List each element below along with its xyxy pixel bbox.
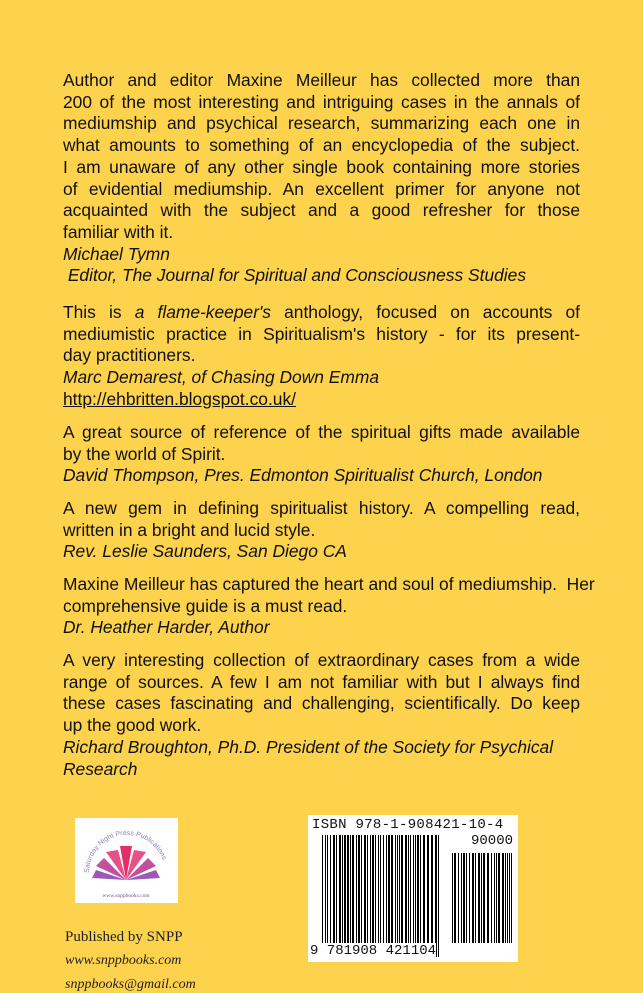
logo-url: www.snppbooks.com: [102, 893, 150, 899]
barcode-bar: [458, 853, 459, 943]
barcode-bar: [361, 835, 362, 957]
isbn-barcode: [308, 815, 518, 962]
barcode-bar: [502, 853, 504, 943]
emphasis: a flame-keeper's: [134, 302, 271, 322]
barcode-bar: [410, 835, 411, 957]
blurb-line: Maxine Meilleur has captured the heart and soul of mediumship. Her: [63, 574, 595, 594]
barcode-bar: [399, 835, 400, 957]
blurb-line: [63, 302, 580, 324]
barcode-bar: [395, 835, 396, 957]
barcode-bar: [375, 835, 376, 957]
barcode-bar: [438, 835, 439, 957]
barcode-bar: [356, 835, 357, 957]
published-by: Published by SNPP: [65, 929, 183, 945]
barcode-bar: [509, 853, 510, 943]
logo-arc-text: Saturday Night Press Publications: [83, 829, 168, 874]
barcode-bar: [466, 853, 467, 943]
barcode-bar: [330, 835, 331, 957]
barcode-bar: [372, 835, 374, 957]
attribution: Dr. Heather Harder, Author: [63, 617, 270, 638]
barcode-bar: [431, 835, 433, 957]
barcode-bar: [415, 835, 416, 957]
barcode-bar: [475, 853, 476, 943]
blurb-2: [63, 302, 580, 411]
barcode-bars: [308, 815, 518, 962]
blurb-line: Author and editor Maxine Meilleur has collected more than: [63, 70, 580, 90]
blurb-line: mediumistic practice in Spiritualism's history - for its present-: [63, 323, 580, 344]
barcode-bar: [333, 835, 335, 957]
attribution: Marc Demarest, of Chasing Down Emma: [63, 367, 380, 388]
blurb-4: [63, 498, 580, 563]
barcode-bar: [505, 853, 506, 943]
text: This is: [63, 302, 135, 322]
blurb-line: I am unaware of any other single book containing more stories: [63, 156, 580, 177]
barcode-bar: [358, 835, 360, 957]
attribution: Richard Broughton, Ph.D. President of the Society for Psychical: [63, 736, 554, 757]
barcode-bar: [339, 835, 341, 957]
blurb-6: [63, 650, 580, 780]
barcode-bar: [496, 853, 497, 943]
barcode-bar: [401, 835, 403, 957]
blog-link[interactable]: http://ehbritten.blogspot.co.uk/: [63, 388, 296, 409]
barcode-bar: [420, 835, 421, 957]
blurb-line: these cases fascinating and challenging, scientifically. Do keep: [63, 693, 580, 714]
attribution: Rev. Leslie Saunders, San Diego CA: [63, 541, 347, 562]
publisher-email[interactable]: snppbooks@gmail.com: [65, 977, 196, 992]
barcode-bar: [469, 853, 470, 943]
barcode-bar: [397, 835, 398, 957]
barcode-bar: [461, 853, 462, 943]
barcode-bar: [388, 835, 390, 957]
attribution: Research: [63, 758, 138, 779]
barcode-bar: [454, 853, 456, 943]
barcode-bar: [383, 835, 384, 957]
publisher-website[interactable]: www.snppbooks.com: [65, 953, 182, 968]
barcode-bar: [435, 835, 437, 957]
blurb-line: comprehensive guide is a must read.: [63, 595, 348, 616]
barcode-bar: [370, 835, 371, 957]
barcode-digits: 9 781908 421104: [310, 943, 437, 959]
barcode-bar: [483, 853, 485, 943]
blurb-line: mediumship and psychical research, summarizing each one in: [63, 113, 580, 134]
barcode-bar: [347, 835, 349, 957]
blurb-line: A new gem in defining spiritualist history. A compelling read,: [63, 498, 580, 518]
blurb-line: familiar with it.: [63, 221, 174, 242]
blurb-line: what amounts to something of an encyclopedia of the subject.: [63, 135, 580, 156]
lotus-icon: [75, 818, 178, 903]
isbn-text: ISBN 978-1-908421-10-4: [312, 817, 504, 833]
barcode-bar: [472, 853, 474, 943]
blurb-line: A very interesting collection of extraordinary cases from a wide: [63, 650, 580, 670]
barcode-bar: [452, 853, 453, 943]
barcode-bar: [327, 835, 328, 957]
blurb-5: [63, 574, 595, 639]
barcode-bar: [325, 835, 326, 957]
barcode-bar: [463, 853, 465, 943]
barcode-bar: [494, 853, 495, 943]
barcode-bar: [391, 835, 393, 957]
barcode-bar: [423, 835, 425, 957]
blurb-line: acquainted with the subject and a good refresher for those: [63, 200, 580, 221]
attribution: Editor, The Journal for Spiritual and Consciousness Studies: [63, 265, 527, 286]
blurb-line: 200 of the most interesting and intriguing cases in the annals of: [63, 91, 580, 112]
publisher-logo: [75, 818, 178, 903]
blurb-line: up the good work.: [63, 715, 202, 736]
barcode-bar: [427, 835, 429, 957]
blurb-3: [63, 422, 580, 487]
barcode-bar: [511, 853, 512, 943]
barcode-bar: [336, 835, 337, 957]
blurb-line: by the world of Spirit.: [63, 443, 226, 464]
barcode-bar: [491, 853, 492, 943]
barcode-bar: [352, 835, 354, 957]
barcode-bar: [378, 835, 379, 957]
barcode-bar: [507, 853, 508, 943]
barcode-bar: [322, 835, 323, 957]
barcode-bar: [417, 835, 419, 957]
blurb-1: [63, 70, 580, 287]
barcode-bar: [367, 835, 368, 957]
barcode-bar: [364, 835, 366, 957]
text: anthology, focused on accounts of: [271, 302, 580, 322]
attribution: David Thompson, Pres. Edmonton Spiritualist Church, London: [63, 465, 543, 486]
barcode-bar: [386, 835, 387, 957]
barcode-bar: [498, 853, 500, 943]
barcode-bar: [342, 835, 343, 957]
blurb-line: day practitioners.: [63, 345, 196, 366]
blurb-line: A great source of reference of the spiritual gifts made available: [63, 422, 580, 442]
blurb-line: written in a bright and lucid style.: [63, 519, 316, 540]
barcode-bar: [408, 835, 409, 957]
barcode-bar: [344, 835, 346, 957]
barcode-bar: [478, 853, 480, 943]
barcode-bar: [481, 853, 482, 943]
barcode-bar: [413, 835, 414, 957]
attribution: Michael Tymn: [63, 243, 170, 264]
blurb-line: of evidential mediumship. An excellent primer for anyone not: [63, 178, 580, 199]
barcode-bar: [350, 835, 351, 957]
barcode-bar: [487, 853, 489, 943]
blurb-line: range of sources. A few I am not familiar with but I always find: [63, 671, 580, 692]
price-code: 90000: [470, 833, 513, 849]
barcode-bar: [380, 835, 381, 957]
barcode-bar: [405, 835, 407, 957]
